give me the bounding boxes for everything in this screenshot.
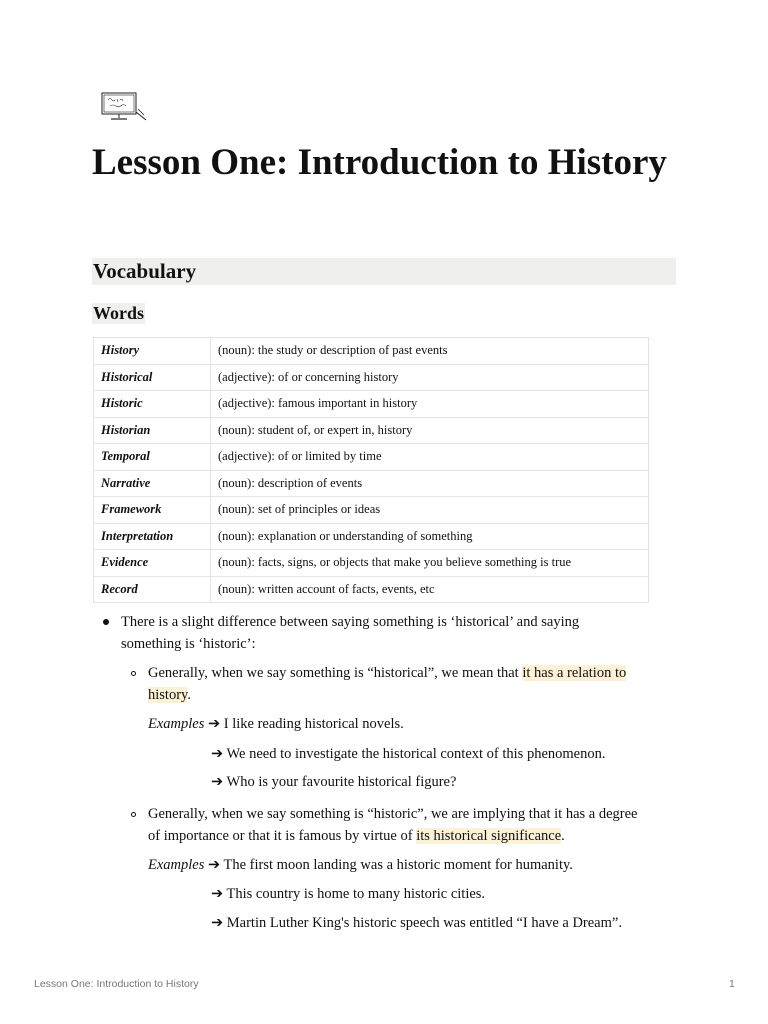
term-cell: History: [94, 338, 211, 365]
page-title: Lesson One: Introduction to History: [92, 142, 667, 183]
page-number: 1: [729, 978, 735, 990]
table-row: [94, 364, 649, 391]
historical-explanation-line2: [148, 684, 191, 706]
term-cell: Evidence: [94, 550, 211, 577]
term-cell: Framework: [94, 497, 211, 524]
table-row: [94, 417, 649, 444]
historical-example-2: ➔ We need to investigate the historical context of this phenomenon.: [211, 746, 606, 762]
term-cell: Narrative: [94, 470, 211, 497]
historical-text: .: [187, 687, 191, 703]
example-text: ➔ I like reading historical novels.: [208, 716, 404, 732]
online-learning-monitor-sketch-icon: [100, 90, 148, 124]
table-row: [94, 470, 649, 497]
term-cell: Interpretation: [94, 523, 211, 550]
examples-label: Examples: [148, 857, 205, 873]
definition-cell: (noun): explanation or understanding of something: [211, 523, 649, 550]
definition-cell: (adjective): of or concerning history: [211, 364, 649, 391]
subsection-heading-words: Words: [93, 303, 145, 323]
definition-cell: (noun): set of principles or ideas: [211, 497, 649, 524]
historical-text: Generally, when we say something is “historical”, we mean that: [148, 665, 523, 681]
definition-cell: (noun): description of events: [211, 470, 649, 497]
historic-example-1: [148, 854, 573, 876]
definition-cell: (adjective): of or limited by time: [211, 444, 649, 471]
example-text: ➔ The first moon landing was a historic moment for humanity.: [208, 857, 573, 873]
examples-label: Examples: [148, 716, 205, 732]
term-cell: Historic: [94, 391, 211, 418]
definition-cell: (noun): student of, or expert in, history: [211, 417, 649, 444]
table-row: [94, 576, 649, 603]
table-row: [94, 550, 649, 577]
vocabulary-table: [93, 337, 649, 603]
note-main-line1: There is a slight difference between saying something is ‘historical’ and saying: [121, 614, 580, 630]
historic-explanation-line2: [148, 825, 565, 847]
historic-text: of importance or that it is famous by virtue of: [148, 828, 417, 844]
footer-title: Lesson One: Introduction to History: [34, 978, 199, 990]
historic-example-2: ➔ This country is home to many historic cities.: [211, 886, 486, 902]
table-row: [94, 391, 649, 418]
historical-explanation-line1: [148, 662, 626, 684]
table-row: [94, 338, 649, 365]
highlight: it has a relation to: [522, 665, 627, 681]
term-cell: Record: [94, 576, 211, 603]
historical-example-1: [148, 713, 404, 735]
table-row: [94, 523, 649, 550]
section-heading-vocabulary: [92, 258, 676, 285]
term-cell: Temporal: [94, 444, 211, 471]
definition-cell: (noun): the study or description of past events: [211, 338, 649, 365]
sub-bullet-icon: [131, 812, 136, 817]
section-heading-text: Vocabulary: [93, 259, 197, 283]
term-cell: Historical: [94, 364, 211, 391]
bullet-icon: [103, 619, 109, 625]
historic-explanation-line1: Generally, when we say something is “historic”, we are implying that it has a degree: [148, 806, 638, 822]
table-row: [94, 497, 649, 524]
definition-cell: (adjective): famous important in history: [211, 391, 649, 418]
definition-cell: (noun): facts, signs, or objects that make you believe something is true: [211, 550, 649, 577]
historic-example-3: ➔ Martin Luther King's historic speech was entitled “I have a Dream”.: [211, 915, 622, 931]
definition-cell: (noun): written account of facts, events, etc: [211, 576, 649, 603]
highlight: its historical significance: [416, 828, 562, 844]
historic-text: .: [561, 828, 565, 844]
historical-example-3: ➔ Who is your favourite historical figure?: [211, 774, 457, 790]
term-cell: Historian: [94, 417, 211, 444]
table-row: [94, 444, 649, 471]
note-main-line2: something is ‘historic’:: [121, 636, 256, 652]
highlight: history: [148, 687, 188, 703]
sub-bullet-icon: [131, 671, 136, 676]
